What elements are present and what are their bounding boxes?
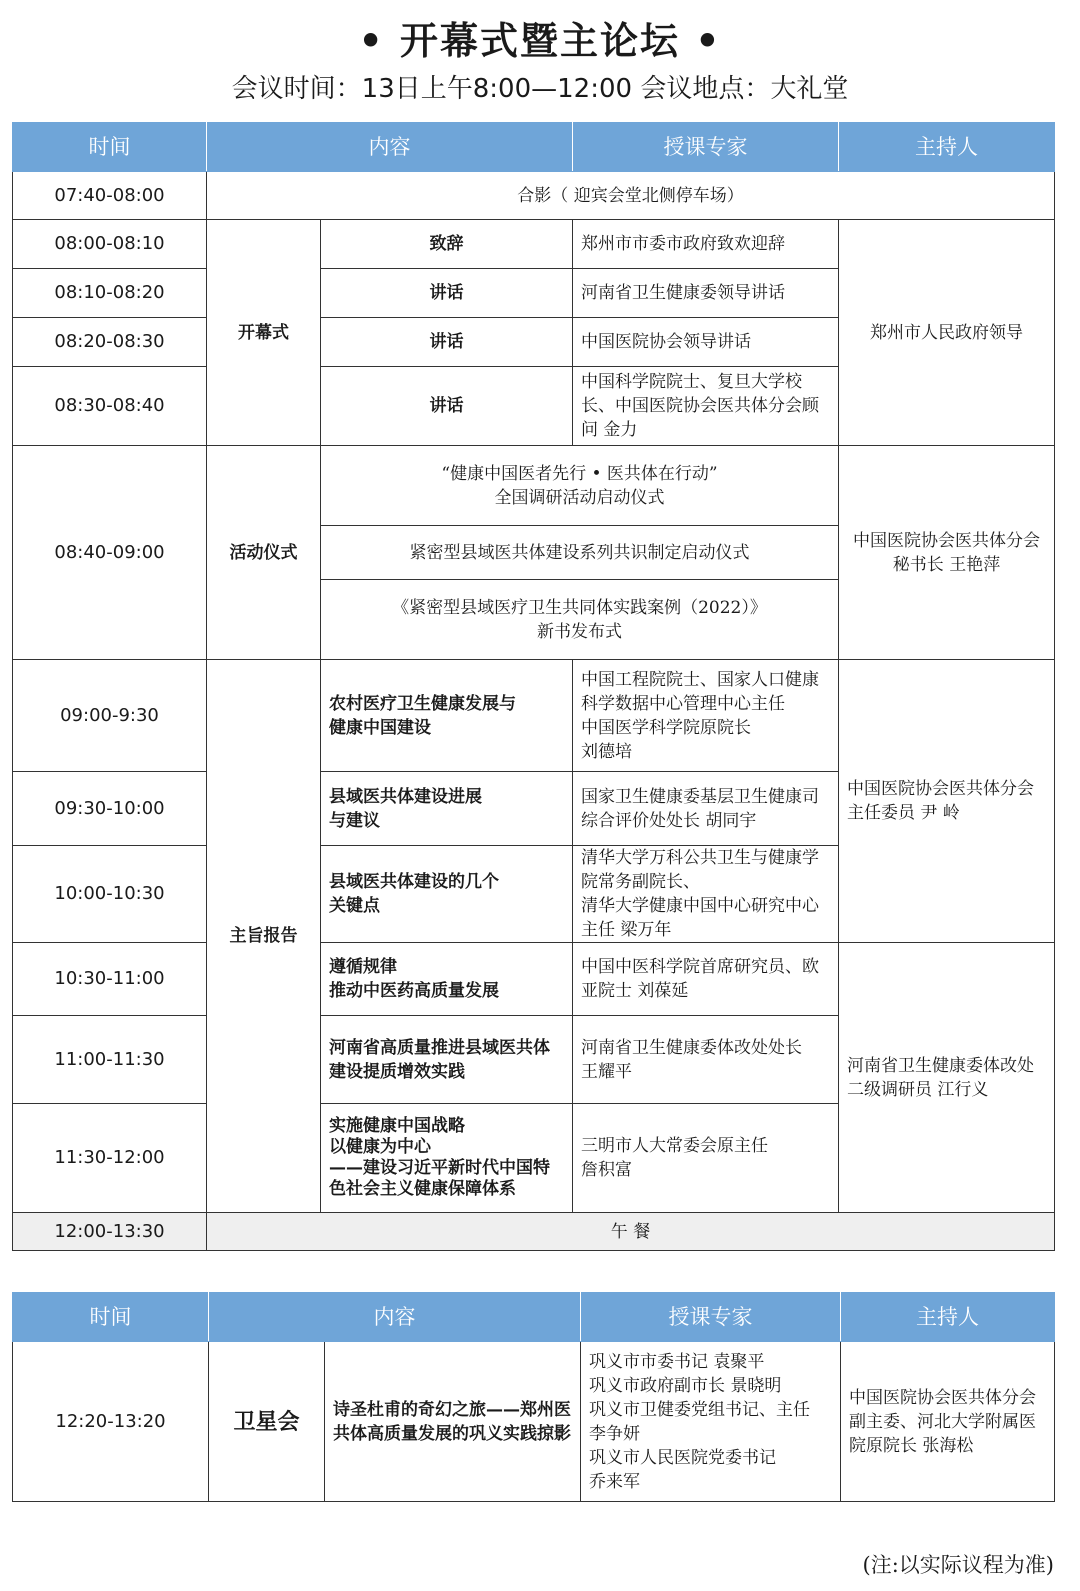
item-cell: 讲话 xyxy=(321,367,573,446)
col-header-host: 主持人 xyxy=(841,1293,1055,1342)
host-cell: 河南省卫生健康委体改处二级调研员 江行义 xyxy=(839,943,1055,1213)
time-cell: 08:20-08:30 xyxy=(13,318,207,367)
speaker-cell: 中国医院协会领导讲话 xyxy=(573,318,839,367)
table-header-row xyxy=(13,1293,1055,1342)
time-cell: 10:00-10:30 xyxy=(13,846,207,943)
content-cell: 午 餐 xyxy=(207,1213,1055,1251)
speaker-cell: 国家卫生健康委基层卫生健康司综合评价处处长 胡同宇 xyxy=(573,772,839,846)
item-cell: 讲话 xyxy=(321,269,573,318)
time-cell: 07:40-08:00 xyxy=(13,172,207,220)
speaker-cell: 中国工程院院士、国家人口健康科学数据中心管理中心主任 中国医学科学院原院长 刘德培 xyxy=(573,660,839,772)
table-row xyxy=(13,1342,1055,1502)
item-cell: 讲话 xyxy=(321,318,573,367)
item-cell: 致辞 xyxy=(321,220,573,269)
page-title: • 开幕式暨主论坛 • xyxy=(358,18,722,63)
content-cell: 合影（ 迎宾会堂北侧停车场） xyxy=(207,172,1055,220)
speaker-cell: 三明市人大常委会原主任 詹积富 xyxy=(573,1104,839,1213)
speaker-cell: 清华大学万科公共卫生与健康学院常务副院长、 清华大学健康中国中心研究中心主任 梁万年 xyxy=(573,846,839,943)
speaker-cell: 巩义市市委书记 袁聚平 巩义市政府副市长 景晓明 巩义市卫健委党组书记、主任 李争妍 巩义市人民医院党委书记 乔来军 xyxy=(581,1342,841,1502)
time-cell: 12:20-13:20 xyxy=(13,1342,209,1502)
table-row xyxy=(13,660,1055,772)
col-header-time: 时间 xyxy=(13,123,207,172)
speaker-cell: 河南省卫生健康委领导讲话 xyxy=(573,269,839,318)
speaker-cell: 郑州市市委市政府致欢迎辞 xyxy=(573,220,839,269)
footnote: (注:以实际议程为准) xyxy=(862,1553,1054,1577)
time-cell: 09:30-10:00 xyxy=(13,772,207,846)
main-forum-table xyxy=(12,122,1055,1251)
time-cell: 10:30-11:00 xyxy=(13,943,207,1016)
col-header-content: 内容 xyxy=(209,1293,581,1342)
table-row xyxy=(13,172,1055,220)
col-header-host: 主持人 xyxy=(839,123,1055,172)
ceremony-item: 《紧密型县域医疗卫生共同体实践案例（2022）》 新书发布式 xyxy=(321,580,839,660)
time-cell: 08:30-08:40 xyxy=(13,367,207,446)
topic-cell: 农村医疗卫生健康发展与 健康中国建设 xyxy=(321,660,573,772)
host-cell: 中国医院协会医共体分会秘书长 王艳萍 xyxy=(839,446,1055,660)
category-cell: 卫星会 xyxy=(209,1342,325,1502)
time-cell: 12:00-13:30 xyxy=(13,1213,207,1251)
col-header-speaker: 授课专家 xyxy=(573,123,839,172)
col-header-time: 时间 xyxy=(13,1293,209,1342)
topic-cell: 诗圣杜甫的奇幻之旅——郑州医共体高质量发展的巩义实践掠影 xyxy=(325,1342,581,1502)
time-cell: 08:10-08:20 xyxy=(13,269,207,318)
category-cell: 活动仪式 xyxy=(207,446,321,660)
host-cell: 中国医院协会医共体分会主任委员 尹 岭 xyxy=(839,660,1055,943)
speaker-cell: 中国中医科学院首席研究员、欧亚院士 刘葆延 xyxy=(573,943,839,1016)
speaker-cell: 中国科学院院士、复旦大学校长、中国医院协会医共体分会顾问 金力 xyxy=(573,367,839,446)
topic-cell: 遵循规律 推动中医药高质量发展 xyxy=(321,943,573,1016)
lunch-row xyxy=(13,1213,1055,1251)
speaker-cell: 河南省卫生健康委体改处处长 王耀平 xyxy=(573,1016,839,1104)
table-header-row xyxy=(13,123,1055,172)
table-row xyxy=(13,220,1055,269)
table-row xyxy=(13,446,1055,526)
topic-cell: 实施健康中国战略 以健康为中心 ——建设习近平新时代中国特色社会主义健康保障体系 xyxy=(321,1104,573,1213)
time-cell: 11:30-12:00 xyxy=(13,1104,207,1213)
col-header-content: 内容 xyxy=(207,123,573,172)
col-header-speaker: 授课专家 xyxy=(581,1293,841,1342)
host-cell: 中国医院协会医共体分会副主委、河北大学附属医院原院长 张海松 xyxy=(841,1342,1055,1502)
meeting-info: 会议时间：13日上午8:00—12:00 会议地点：大礼堂 xyxy=(231,74,849,104)
topic-cell: 河南省高质量推进县域医共体建设提质增效实践 xyxy=(321,1016,573,1104)
satellite-table xyxy=(12,1292,1055,1502)
table-row xyxy=(13,943,1055,1016)
time-cell: 08:00-08:10 xyxy=(13,220,207,269)
category-cell: 开幕式 xyxy=(207,220,321,446)
ceremony-item: 紧密型县域医共体建设系列共识制定启动仪式 xyxy=(321,526,839,580)
host-cell: 郑州市人民政府领导 xyxy=(839,220,1055,446)
topic-cell: 县域医共体建设的几个 关键点 xyxy=(321,846,573,943)
topic-cell: 县域医共体建设进展 与建议 xyxy=(321,772,573,846)
time-cell: 11:00-11:30 xyxy=(13,1016,207,1104)
category-cell: 主旨报告 xyxy=(207,660,321,1213)
time-cell: 09:00-9:30 xyxy=(13,660,207,772)
time-cell: 08:40-09:00 xyxy=(13,446,207,660)
ceremony-item: “健康中国医者先行 • 医共体在行动” 全国调研活动启动仪式 xyxy=(321,446,839,526)
